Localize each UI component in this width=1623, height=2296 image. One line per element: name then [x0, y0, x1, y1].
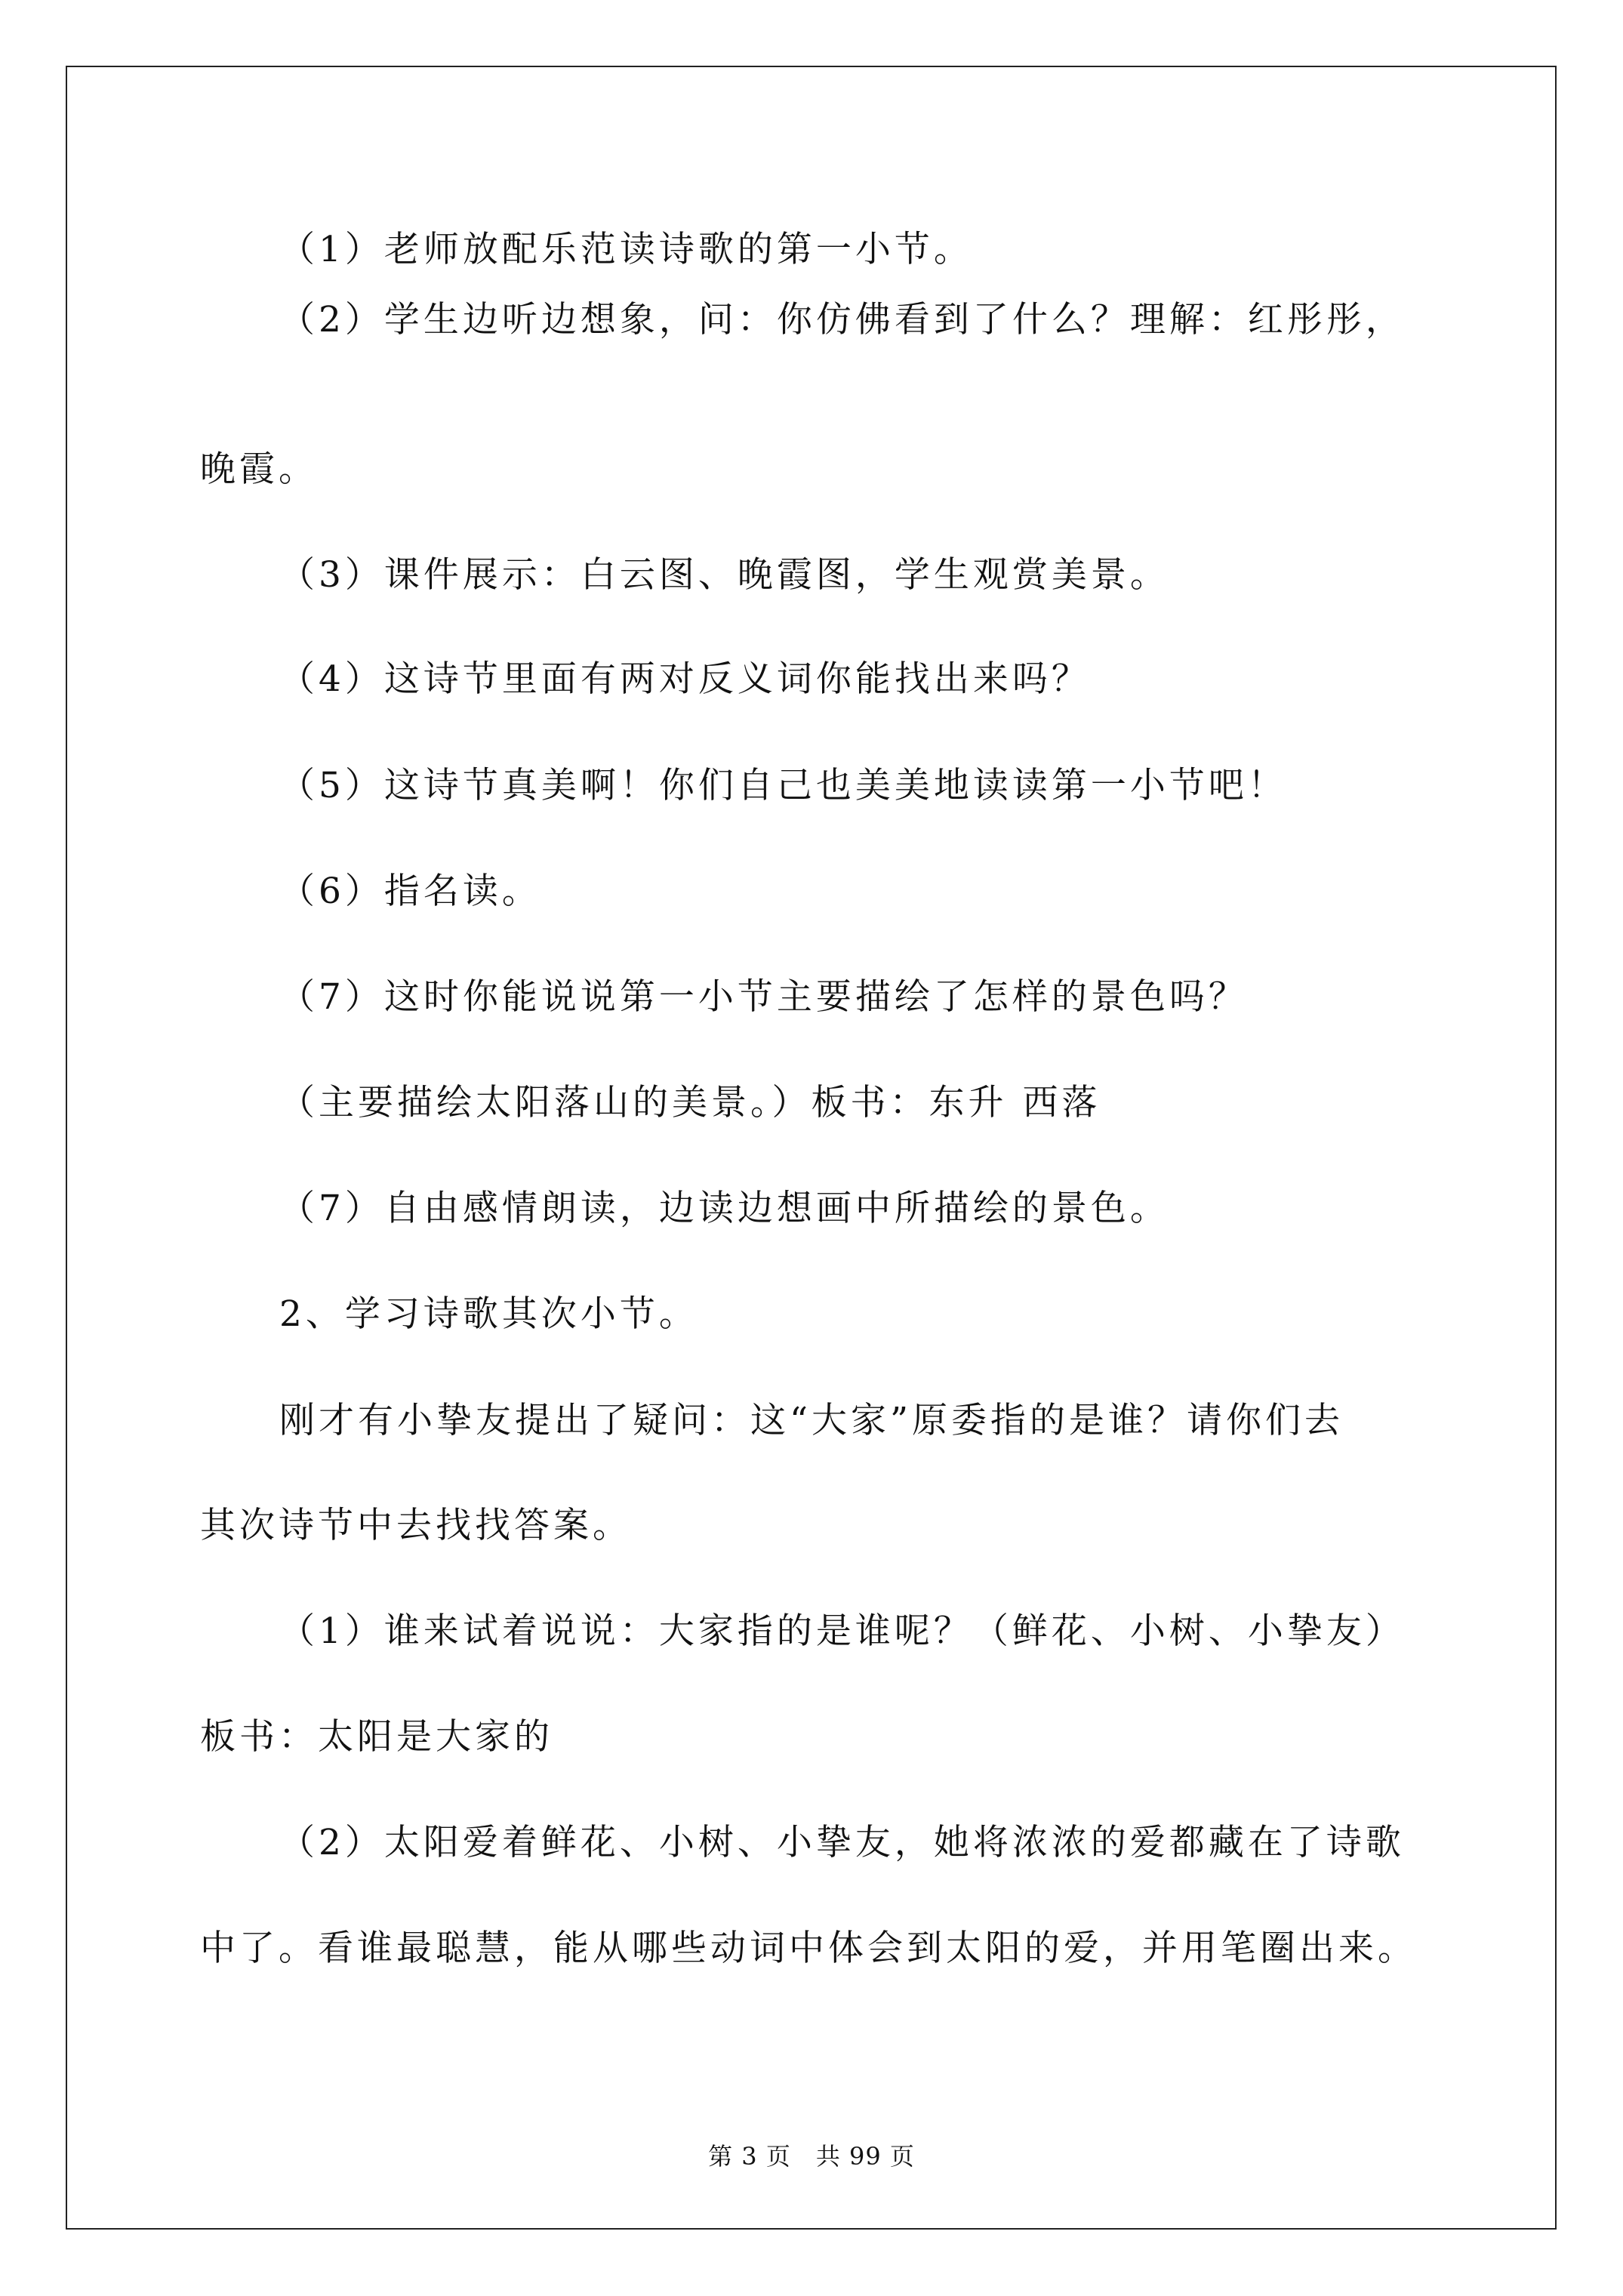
paragraph-line: （2）太阳爱着鲜花、小树、小挚友，她将浓浓的爱都藏在了诗歌	[279, 1822, 1405, 1863]
paragraph-line: 刚才有小挚友提出了疑问：这“大家”原委指的是谁？请你们去	[279, 1400, 1344, 1441]
paragraph-line: 板书：太阳是大家的	[200, 1716, 553, 1758]
paragraph-line: 晚霞。	[200, 448, 318, 490]
paragraph-line: （7）自由感情朗读，边读边想画中所描绘的景色。	[279, 1188, 1169, 1229]
paragraph-line: 2、学习诗歌其次小节。	[279, 1293, 698, 1335]
paragraph-line: （6）指名读。	[279, 871, 541, 912]
paragraph-line: （7）这时你能说说第一小节主要描绘了怎样的景色吗？	[279, 976, 1248, 1018]
page-number-footer: 第 3 页 共 99 页	[708, 2142, 915, 2171]
paragraph-line: （5）这诗节真美啊！你们自己也美美地读读第一小节吧！	[279, 765, 1287, 806]
paragraph-line: （1）谁来试着说说：大家指的是谁呢？（鲜花、小树、小挚友）	[279, 1610, 1405, 1652]
paragraph-line: 其次诗节中去找找答案。	[200, 1505, 632, 1546]
paragraph-line: （1）老师放配乐范读诗歌的第一小节。	[279, 229, 973, 270]
paragraph-line: （4）这诗节里面有两对反义词你能找出来吗？	[279, 658, 1091, 700]
paragraph-line: （3）课件展示：白云图、晚霞图，学生观赏美景。	[279, 554, 1169, 596]
paragraph-line: （2）学生边听边想象，问：你仿佛看到了什么？理解：红彤彤，	[279, 299, 1405, 341]
paragraph-line: （主要描绘太阳落山的美景。）板书：东升 西落	[279, 1082, 1101, 1123]
paragraph-line: 中了。看谁最聪慧，能从哪些动词中体会到太阳的爱，并用笔圈出来。	[200, 1928, 1417, 1969]
page-border	[66, 66, 1557, 2230]
